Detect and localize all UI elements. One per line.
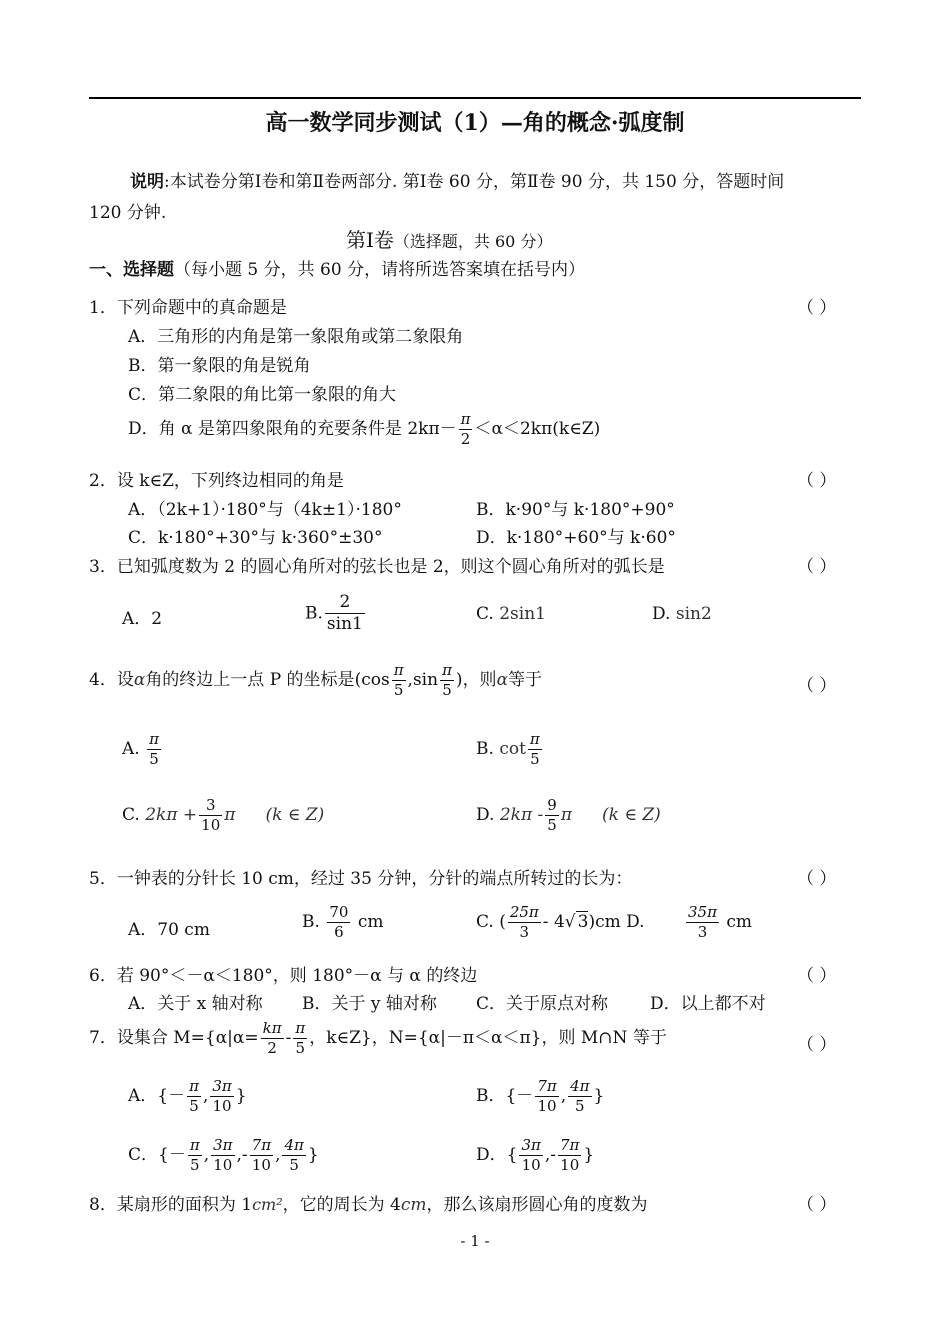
q7-option-b: B．{－ $\frac{7\pi}{10}$ , $\frac{4\pi}{5}$ } <box>476 1077 605 1115</box>
q5-answer-blank[interactable]: （ ） <box>797 869 837 889</box>
q8-answer-blank[interactable]: （ ） <box>797 1195 837 1215</box>
q2-option-c: C．k·180°+30°与 k·360°±30° <box>128 528 383 548</box>
q7-option-d: D．{ $\frac{3\pi}{10}$ ,- $\frac{7\pi}{10}$ } <box>476 1136 595 1174</box>
q1-number: 1． <box>89 298 117 318</box>
q3-option-c: C. 2sin1 <box>476 604 546 624</box>
q5-option-d: $\frac{35\pi}{3}$ cm <box>688 903 753 941</box>
intro-text: 本试卷分第Ⅰ卷和第Ⅱ卷两部分. 第Ⅰ卷 60 分，第Ⅱ卷 90 分，共 150 分，答题时间 <box>169 172 785 192</box>
q2-option-b: B．k·90°与 k·180°+90° <box>476 500 675 520</box>
q2-option-a: A．（2k+1）·180°与（4k±1）·180° <box>128 500 402 520</box>
q6-option-a: A．关于 x 轴对称 <box>128 994 263 1014</box>
q3-answer-blank[interactable]: （ ） <box>797 557 837 577</box>
q1-stem <box>89 293 287 318</box>
q5-option-a: A．70 cm <box>128 920 210 940</box>
q3-option-b: B. $\frac{2}{\sin 1}$ <box>305 592 363 635</box>
q6-stem: 6．若 90°＜－α＜180°，则 180°－α 与 α 的终边 <box>89 966 478 986</box>
q5-option-c: C. ( $\frac{25\pi}{3}$ - 4√ 3)cm D. <box>476 903 645 941</box>
q6-option-b: B．关于 y 轴对称 <box>302 994 437 1014</box>
part-label: 一、选择题 <box>89 260 174 280</box>
q4-option-a: A. $\frac{\pi}{5}$ <box>122 730 159 768</box>
q3-option-d: D. sin2 <box>652 604 712 624</box>
q1-option-b: B．第一象限的角是锐角 <box>128 356 311 376</box>
q7-option-c: C．{－ $\frac{\pi}{5}$ , $\frac{3\pi}{10}$ ,- $\frac{7\pi}{10}$ , $\frac{4\pi}{5}$ } <box>128 1136 319 1174</box>
section-note: （选择题，共 60 分） <box>393 232 553 251</box>
q7-answer-blank[interactable]: （ ） <box>797 1035 837 1055</box>
q3-option-a: A．2 <box>122 609 163 629</box>
q1-option-a: A．三角形的内角是第一象限角或第二象限角 <box>128 327 464 347</box>
part-heading <box>89 255 585 280</box>
q7-option-a: A．{－ $\frac{\pi}{5}$ , $\frac{3\pi}{10}$ } <box>128 1077 247 1115</box>
page-number: - 1 - <box>460 1232 490 1250</box>
q4-answer-blank[interactable]: （ ） <box>797 676 837 696</box>
section-heading <box>346 224 552 253</box>
part-note: （每小题 5 分，共 60 分，请将所选答案填在括号内） <box>174 260 586 280</box>
intro-line-1: 说明:本试卷分第Ⅰ卷和第Ⅱ卷两部分. 第Ⅰ卷 60 分，第Ⅱ卷 90 分，共 150 分，答题时间 <box>130 172 785 192</box>
q1-answer-blank[interactable]: （ ） <box>797 298 837 318</box>
q2-option-d: D．k·180°+60°与 k·60° <box>476 528 676 548</box>
q3-stem: 3．已知弧度数为 2 的圆心角所对的弦长也是 2，则这个圆心角所对的弧长是 <box>89 557 665 577</box>
q5-stem: 5．一钟表的分针长 10 cm，经过 35 分钟，分针的端点所转过的长为： <box>89 869 633 889</box>
q4-option-d: D. 2kπ - $\frac{9}{5}$ π (k ∈ Z) <box>476 796 661 834</box>
q1-d-fraction: $\frac{\pi}{2}$ <box>460 410 471 448</box>
q4-option-b: B. cot $\frac{\pi}{5}$ <box>476 730 540 768</box>
q7-stem: 7．设集合 M={α|α= $\frac{k\pi}{2}$ - $\frac{\pi}{5}$ ，k∈Z}，N={α|－π＜α＜π}，则 M∩N 等于 <box>89 1019 667 1057</box>
section-title: 第Ⅰ卷 <box>346 228 394 252</box>
q1-option-c: C．第二象限的角比第一象限的角大 <box>128 385 397 405</box>
q6-answer-blank[interactable]: （ ） <box>797 966 837 986</box>
page-title: 高一数学同步测试（1）—角的概念·弧度制 <box>265 110 685 136</box>
intro-line-2: 120 分钟. <box>89 203 167 223</box>
intro-label: 说明 <box>130 172 164 192</box>
q4-option-c: C. 2kπ + $\frac{3}{10}$ π (k ∈ Z) <box>122 796 325 834</box>
q1-text: 下列命题中的真命题是 <box>116 298 287 318</box>
q6-option-d: D．以上都不对 <box>650 994 766 1014</box>
q2-answer-blank[interactable]: （ ） <box>797 471 837 491</box>
q2-stem: 2．设 k∈Z，下列终边相同的角是 <box>89 471 344 491</box>
header-rule <box>89 97 861 99</box>
q5-option-b: B. $\frac{70}{6}$ cm <box>302 903 384 941</box>
q4-stem: 4．设α角的终边上一点 P 的坐标是(cos $\frac{\pi}{5}$ ,sin $\frac{\pi}{5}$ )，则α等于 <box>89 661 543 699</box>
q6-option-c: C．关于原点对称 <box>476 994 609 1014</box>
q1-option-d: D．角 α 是第四象限角的充要条件是 2kπ－ $\frac{\pi}{2}$ ＜α＜2kπ(k∈Z) <box>128 410 601 448</box>
q8-stem: 8．某扇形的面积为 1cm²，它的周长为 4cm，那么该扇形圆心角的度数为 <box>89 1195 648 1215</box>
